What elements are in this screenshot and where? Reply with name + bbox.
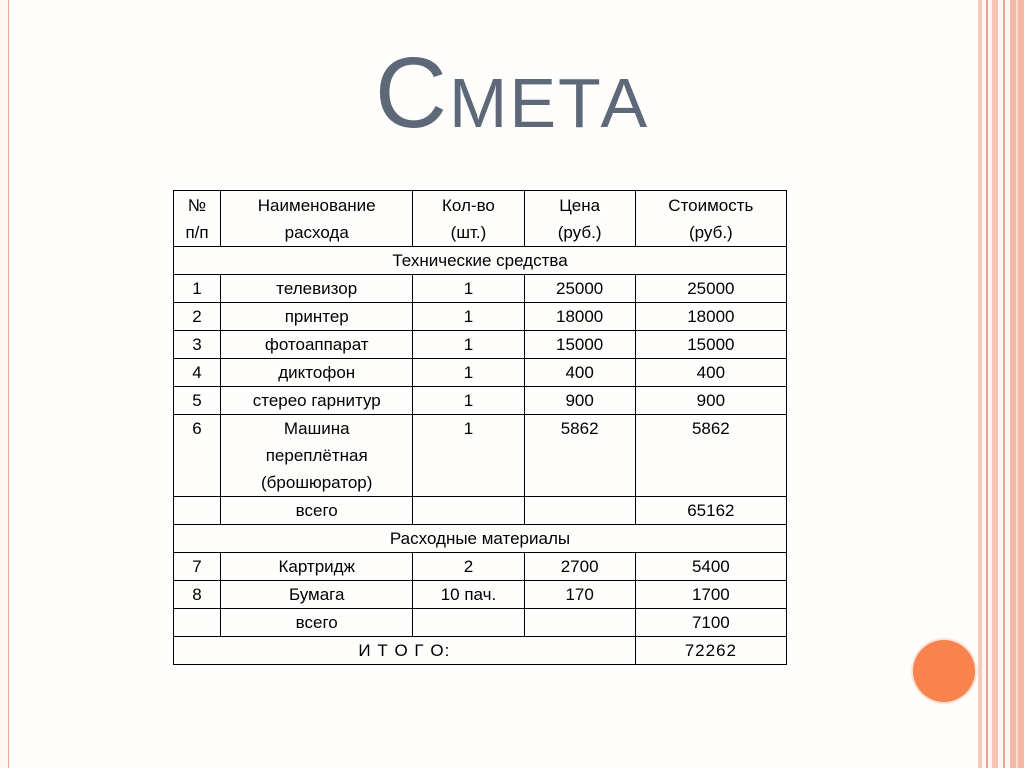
cell-name-line: (брошюратор): [261, 473, 373, 492]
table-row: [174, 553, 787, 581]
header-name-line: расхода: [284, 223, 349, 242]
cell-price: 400: [524, 359, 635, 387]
table-row: [174, 303, 787, 331]
cell-qty: 2: [413, 553, 524, 581]
cell-price: 5862: [524, 415, 635, 497]
decor-circle: [913, 640, 975, 702]
cell-qty: [413, 609, 524, 637]
cell-cost: 5400: [635, 553, 786, 581]
cell-cost: 900: [635, 387, 786, 415]
table-row: [174, 581, 787, 609]
cell-num: [174, 609, 221, 637]
section-row: [174, 525, 787, 553]
cell-price: 2700: [524, 553, 635, 581]
subtotal-cost: 7100: [635, 609, 786, 637]
cell-cost: 5862: [635, 415, 786, 497]
table-row: [174, 387, 787, 415]
cell-num: 1: [174, 275, 221, 303]
cell-num: 2: [174, 303, 221, 331]
cell-price: 900: [524, 387, 635, 415]
header-num-line: №: [187, 196, 207, 215]
table-row: [174, 415, 787, 497]
table-row: [174, 331, 787, 359]
header-cost: [635, 191, 786, 247]
header-num-line: п/п: [185, 223, 209, 242]
header-price: [524, 191, 635, 247]
cell-cost: 18000: [635, 303, 786, 331]
cell-num: 5: [174, 387, 221, 415]
cell-name: фотоаппарат: [221, 331, 413, 359]
cell-cost: 1700: [635, 581, 786, 609]
cell-qty: 1: [413, 387, 524, 415]
estimate-table: [173, 190, 787, 665]
header-qty-line: (шт.): [450, 223, 487, 242]
header-cost-line: Стоимость: [668, 196, 754, 215]
cell-price: 18000: [524, 303, 635, 331]
grand-total-cost: 72262: [635, 637, 786, 665]
header-num: [174, 191, 221, 247]
cell-name: телевизор: [221, 275, 413, 303]
cell-name: стерео гарнитур: [221, 387, 413, 415]
cell-cost: 400: [635, 359, 786, 387]
header-price-line: Цена: [559, 196, 601, 215]
subtotal-cost: 65162: [635, 497, 786, 525]
cell-num: 3: [174, 331, 221, 359]
header-price-line: (руб.): [557, 223, 602, 242]
subtotal-label: всего: [221, 609, 413, 637]
cell-name: [221, 415, 413, 497]
cell-price: [524, 497, 635, 525]
cell-name-line: Машина: [283, 419, 350, 438]
cell-price: 15000: [524, 331, 635, 359]
header-name-line: Наименование: [257, 196, 376, 215]
grand-total-label: И Т О Г О:: [174, 637, 636, 665]
section-title: Технические средства: [174, 247, 787, 275]
section-title: Расходные материалы: [174, 525, 787, 553]
cell-price: 170: [524, 581, 635, 609]
subtotal-row: [174, 609, 787, 637]
header-cost-line: (руб.): [688, 223, 733, 242]
cell-num: 4: [174, 359, 221, 387]
header-name: [221, 191, 413, 247]
cell-name-line: переплётная: [265, 446, 368, 465]
cell-num: 6: [174, 415, 221, 497]
cell-qty: 1: [413, 359, 524, 387]
cell-qty: 1: [413, 275, 524, 303]
section-row: [174, 247, 787, 275]
cell-qty: 1: [413, 331, 524, 359]
cell-cost: 25000: [635, 275, 786, 303]
cell-name: Бумага: [221, 581, 413, 609]
grand-total-row: [174, 637, 787, 665]
table-row: [174, 275, 787, 303]
slide-title: Смета: [374, 37, 650, 149]
header-qty-line: Кол-во: [442, 196, 495, 215]
cell-name: Картридж: [221, 553, 413, 581]
cell-num: [174, 497, 221, 525]
cell-cost: 15000: [635, 331, 786, 359]
cell-name: принтер: [221, 303, 413, 331]
header-qty: [413, 191, 524, 247]
cell-price: 25000: [524, 275, 635, 303]
table-header-row: [174, 191, 787, 247]
table-row: [174, 359, 787, 387]
cell-qty: [413, 497, 524, 525]
cell-num: 8: [174, 581, 221, 609]
cell-price: [524, 609, 635, 637]
cell-qty: 1: [413, 415, 524, 497]
cell-name: диктофон: [221, 359, 413, 387]
cell-qty: 1: [413, 303, 524, 331]
subtotal-row: [174, 497, 787, 525]
cell-num: 7: [174, 553, 221, 581]
subtotal-label: всего: [221, 497, 413, 525]
cell-qty: 10 пач.: [413, 581, 524, 609]
